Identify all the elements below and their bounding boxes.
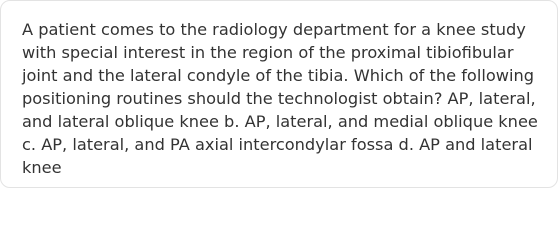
question-text: A patient comes to the radiology department for a knee study with special interest in the region of the proximal tibiofibular joint and the lateral condyle of the tibia. Which of the following positioning routines should the technologist obtain? AP, lateral, and lateral oblique knee b. AP, lateral, and medial oblique knee c. AP, lateral, and PA axial intercondylar fossa d. AP and lateral knee: [22, 20, 538, 177]
